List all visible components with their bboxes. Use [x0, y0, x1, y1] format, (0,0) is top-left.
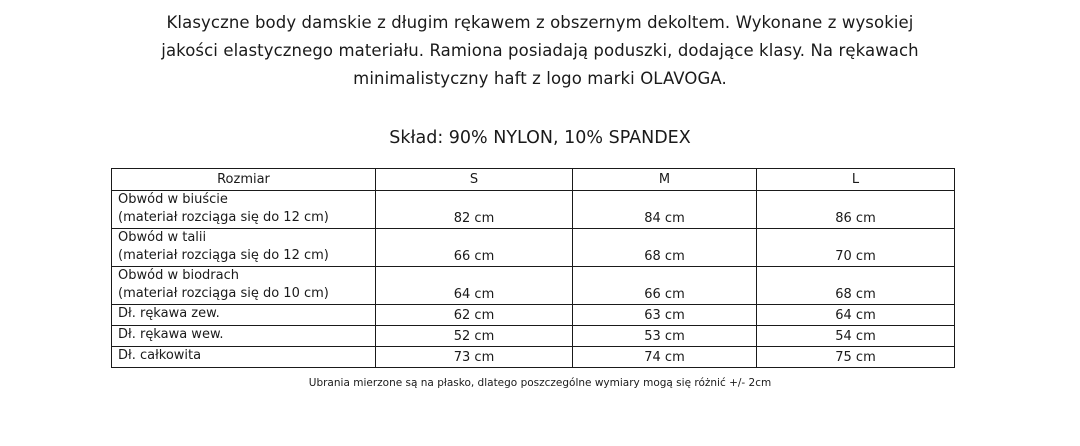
cell-value: 73 cm — [376, 347, 573, 368]
cell-value: 66 cm — [573, 267, 757, 305]
measure-name: Obwód w biodrach — [118, 268, 239, 283]
header-size-s: S — [376, 169, 573, 191]
cell-value: 75 cm — [757, 347, 955, 368]
cell-value: 52 cm — [376, 326, 573, 347]
table-row — [112, 326, 955, 347]
row-label: Dł. rękawa wew. — [112, 326, 376, 347]
table-row — [112, 191, 955, 229]
measurement-note: Ubrania mierzone są na płasko, dlatego poszczególne wymiary mogą się różnić +/- 2cm — [308, 377, 772, 389]
measure-name: Obwód w biuście — [118, 192, 228, 207]
row-label — [112, 191, 376, 229]
cell-value: 70 cm — [757, 229, 955, 267]
measure-note: (materiał rozciąga się do 12 cm) — [118, 210, 329, 225]
row-label — [112, 267, 376, 305]
table-header-row — [112, 169, 955, 191]
description-line: Klasyczne body damskie z długim rękawem z obszernym dekoltem. Wykonane z wysokiej — [166, 13, 914, 32]
table-row — [112, 347, 955, 368]
table-row — [112, 267, 955, 305]
cell-value: 84 cm — [573, 191, 757, 229]
row-label — [112, 229, 376, 267]
composition-text: Skład: 90% NYLON, 10% SPANDEX — [389, 128, 691, 148]
cell-value: 64 cm — [376, 267, 573, 305]
size-table — [111, 168, 955, 368]
cell-value: 53 cm — [573, 326, 757, 347]
product-description — [0, 9, 1080, 93]
cell-value: 86 cm — [757, 191, 955, 229]
header-size-label: Rozmiar — [112, 169, 376, 191]
row-label: Dł. rękawa zew. — [112, 305, 376, 326]
measure-note: (materiał rozciąga się do 10 cm) — [118, 286, 329, 301]
cell-value: 62 cm — [376, 305, 573, 326]
table-row — [112, 229, 955, 267]
cell-value: 54 cm — [757, 326, 955, 347]
header-size-l: L — [757, 169, 955, 191]
cell-value: 63 cm — [573, 305, 757, 326]
description-line: minimalistyczny haft z logo marki OLAVOGA. — [353, 69, 727, 88]
table-row — [112, 305, 955, 326]
cell-value: 64 cm — [757, 305, 955, 326]
cell-value: 82 cm — [376, 191, 573, 229]
cell-value: 66 cm — [376, 229, 573, 267]
description-line: jakości elastycznego materiału. Ramiona posiadają poduszki, dodające klasy. Na rękawach — [161, 41, 919, 60]
measure-name: Obwód w talii — [118, 230, 207, 245]
row-label: Dł. całkowita — [112, 347, 376, 368]
header-size-m: M — [573, 169, 757, 191]
cell-value: 68 cm — [757, 267, 955, 305]
measure-note: (materiał rozciąga się do 12 cm) — [118, 248, 329, 263]
cell-value: 68 cm — [573, 229, 757, 267]
cell-value: 74 cm — [573, 347, 757, 368]
